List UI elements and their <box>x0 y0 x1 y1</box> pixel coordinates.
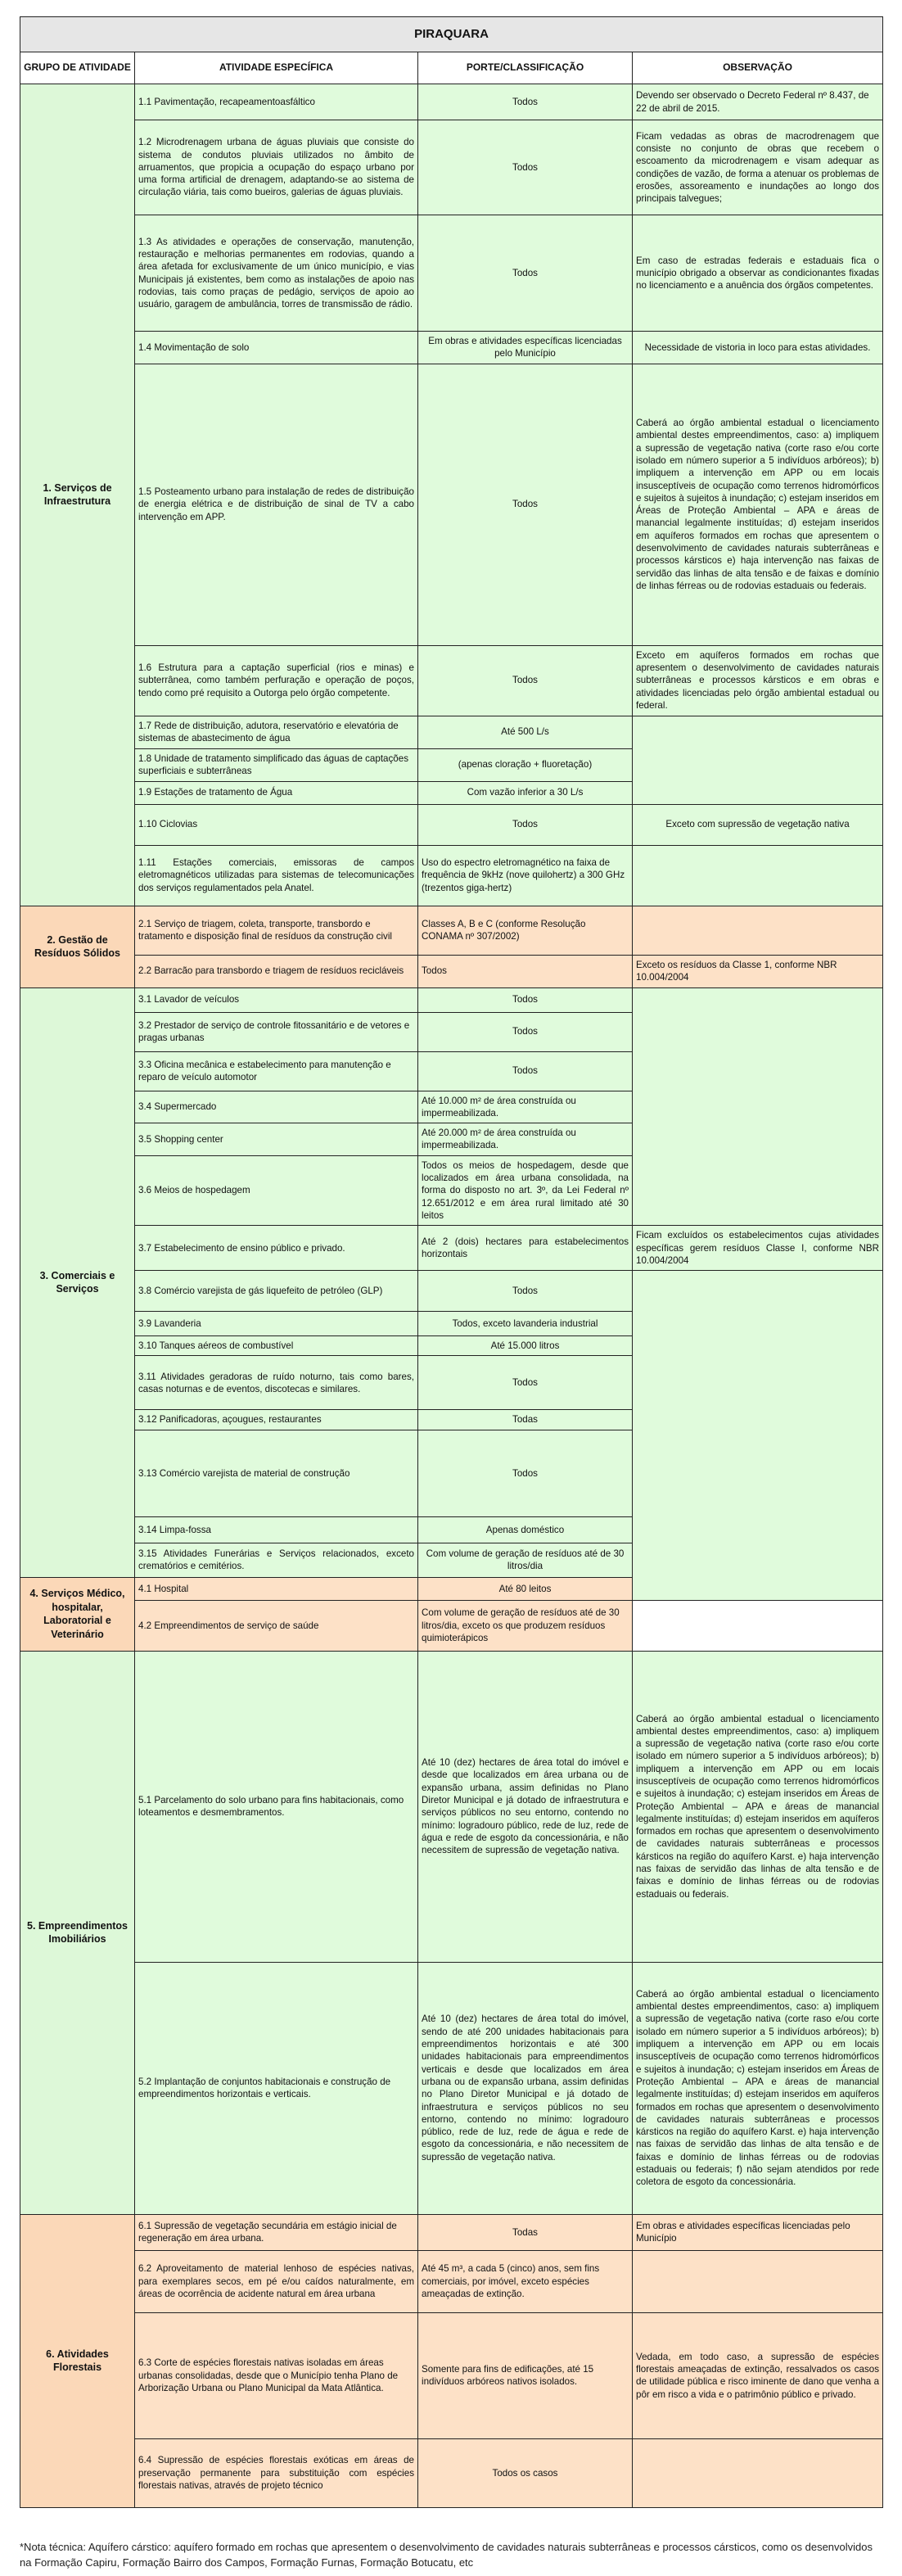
activity-cell: 6.3 Corte de espécies florestais nativas isoladas em áreas urbanas consolidadas, desde que o Município tenha Plano de Arborização Urbana ou Plano Municipal da Mata Atlântica. <box>135 2312 418 2438</box>
porte-cell: Todas <box>418 1410 633 1430</box>
porte-cell: Todos <box>418 645 633 716</box>
activity-cell: 3.6 Meios de hospedagem <box>135 1155 418 1225</box>
table-header-row <box>20 52 883 84</box>
porte-cell: Todos <box>418 804 633 845</box>
activity-cell: 3.11 Atividades geradoras de ruído noturno, tais como bares, casas noturnas e de eventos, discotecas e similares. <box>135 1356 418 1410</box>
obs-cell: Caberá ao órgão ambiental estadual o licenciamento ambiental destes empreendimentos, caso: a) impliquem a supressão de vegetação nativa (corte raso e/ou corte isolado em número superior a 5 indivíduos arbóreos); b) impliquem a intervenção em APP ou em locais insusceptíveis de ocupação como terrenos hidromórficos e sujeitos à inundação; c) estejam inseridos em Áreas de Proteção Ambiental – APA e áreas de manancial legalmente instituídas; d) estejam inseridos em aquíferos formados em rochas que apresentem o desenvolvimento de cavidades naturais subterrâneas e processos kársticos na região do aquífero Karst. e) haja intervenção nas faixas de servidão das linhas de alta tensão e de faixas e domínio de linhas férreas ou de rodovias estaduais ou federais. <box>633 1651 883 1962</box>
header-porte: PORTE/CLASSIFICAÇÃO <box>418 52 633 84</box>
obs-cell <box>633 716 883 804</box>
porte-cell: Somente para fins de edificações, até 15 indivíduos arbóreos nativos isolados. <box>418 2312 633 2438</box>
activity-cell: 3.8 Comércio varejista de gás liquefeito de petróleo (GLP) <box>135 1271 418 1312</box>
table-row <box>20 1271 883 1312</box>
porte-cell: Com vazão inferior a 30 L/s <box>418 781 633 804</box>
porte-cell: Até 2 (dois) hectares para estabelecimentos horizontais <box>418 1226 633 1271</box>
group-5-label: 5. Empreendimentos Imobiliários <box>20 1651 135 2214</box>
activity-cell: 3.7 Estabelecimento de ensino público e privado. <box>135 1226 418 1271</box>
activity-cell: 4.1 Hospital <box>135 1577 418 1600</box>
porte-cell: Todos <box>418 364 633 645</box>
porte-cell: Todos <box>418 955 633 987</box>
table-row <box>20 1600 883 1651</box>
activity-cell: 1.5 Posteamento urbano para instalação de redes de distribuição de energia elétrica e de distribuição de sinal de TV a cabo intervenção em APP. <box>135 364 418 645</box>
porte-cell: Com volume de geração de resíduos até de 30 litros/dia <box>418 1543 633 1577</box>
licensing-table <box>20 16 883 2508</box>
activity-cell: 4.2 Empreendimentos de serviço de saúde <box>135 1600 418 1651</box>
activity-cell: 1.2 Microdrenagem urbana de águas pluviais que consiste do sistema de condutos pluviais utilizados no âmbito de arruamentos, que propicia a ocupação do espaço urbano por uma forma artificial de drenagem, adaptando-se ao sistema de circulação viária, tais como bueiros, galerias de águas pluviais. <box>135 120 418 215</box>
activity-cell: 1.6 Estrutura para a captação superficial (rios e minas) e subterrânea, como também perfuração e operação de poços, tendo como pré requisito a Outorga pelo órgão competente. <box>135 645 418 716</box>
activity-cell: 3.10 Tanques aéreos de combustível <box>135 1336 418 1356</box>
porte-cell: Todos <box>418 1356 633 1410</box>
table-row <box>20 987 883 1012</box>
group-6-label: 6. Atividades Florestais <box>20 2214 135 2507</box>
porte-cell: Apenas doméstico <box>418 1516 633 1543</box>
obs-cell: Exceto os resíduos da Classe 1, conforme NBR 10.004/2004 <box>633 955 883 987</box>
activity-cell: 1.11 Estações comerciais, emissoras de campos eletromagnéticos utilizadas para sistemas de telecomunicações dos serviços regulamentados pela Anatel. <box>135 845 418 906</box>
porte-cell: Todos os casos <box>418 2438 633 2507</box>
obs-cell: Vedada, em todo caso, a supressão de espécies florestais ameaçadas de extinção, ressalvados os casos de utilidade pública e risco iminente de dano que venha a pôr em risco a vida e o patrimônio público e privado. <box>633 2312 883 2438</box>
activity-cell: 6.4 Supressão de espécies florestais exóticas em áreas de preservação permanente para substituição com espécies florestais nativas, através de projeto técnico <box>135 2438 418 2507</box>
table-row <box>20 955 883 987</box>
activity-cell: 3.2 Prestador de serviço de controle fitossanitário e de vetores e pragas urbanas <box>135 1012 418 1051</box>
table-row <box>20 645 883 716</box>
obs-cell: Em caso de estradas federais e estaduais fica o município obrigado a observar as condicionantes fixadas no licenciamento e a anuência dos órgãos competentes. <box>633 215 883 332</box>
table-row <box>20 215 883 332</box>
obs-cell <box>633 987 883 1226</box>
porte-cell: Todas <box>418 2214 633 2250</box>
table-row <box>20 120 883 215</box>
obs-cell: Exceto em aquíferos formados em rochas que apresentem o desenvolvimento de cavidades naturais subterrâneas e processos kársticos e em obras e atividades licenciadas pelo órgão ambiental estadual ou federal. <box>633 645 883 716</box>
porte-cell: Todos <box>418 987 633 1012</box>
porte-cell: Todos <box>418 1271 633 1312</box>
header-atividade: ATIVIDADE ESPECÍFICA <box>135 52 418 84</box>
obs-cell <box>633 1271 883 1601</box>
porte-cell: Com volume de geração de resíduos até de 30 litros/dia, exceto os que produzem resíduos quimioterápicos <box>418 1600 633 1651</box>
activity-cell: 1.7 Rede de distribuição, adutora, reservatório e elevatória de sistemas de abastecimento de água <box>135 716 418 748</box>
activity-cell: 5.2 Implantação de conjuntos habitacionais e construção de empreendimentos horizontais e verticais. <box>135 1962 418 2214</box>
activity-cell: 1.9 Estações de tratamento de Água <box>135 781 418 804</box>
obs-cell: Caberá ao órgão ambiental estadual o licenciamento ambiental destes empreendimentos, caso: a) impliquem a supressão de vegetação nativa (corte raso e/ou corte isolado em número superior a 5 indivíduos arbóreos); b) impliquem a intervenção em APP ou em locais insusceptíveis de ocupação como terrenos hidromórficos e sujeitos à sujeitos à inundação; c) estejam inseridos em Áreas de Proteção Ambiental – APA e áreas de manancial legalmente instituídas; d) estejam inseridos em aquíferos formados em rochas que apresentem o desenvolvimento de cavidades naturais subterrâneas e processos kársticos e) haja intervenção nas faixas de servidão das linhas de alta tensão e de faixas e domínio de linhas férreas ou de rodovias estaduais ou federais. <box>633 364 883 645</box>
obs-cell <box>633 2250 883 2312</box>
table-row <box>20 1226 883 1271</box>
group-1-label: 1. Serviços de Infraestrutura <box>20 84 135 906</box>
activity-cell: 3.4 Supermercado <box>135 1091 418 1123</box>
porte-cell: Todos <box>418 1430 633 1516</box>
table-row <box>20 2214 883 2250</box>
activity-cell: 6.1 Supressão de vegetação secundária em estágio inicial de regeneração em área urbana. <box>135 2214 418 2250</box>
obs-cell: Devendo ser observado o Decreto Federal nº 8.437, de 22 de abril de 2015. <box>633 84 883 120</box>
table-row <box>20 332 883 364</box>
activity-cell: 3.14 Limpa-fossa <box>135 1516 418 1543</box>
activity-cell: 1.8 Unidade de tratamento simplificado das águas de captações superficiais e subterrâneas <box>135 748 418 781</box>
porte-cell: Até 20.000 m² de área construída ou impermeabilizada. <box>418 1123 633 1156</box>
activity-cell: 1.1 Pavimentação, recapeamentoasfáltico <box>135 84 418 120</box>
activity-cell: 1.10 Ciclovias <box>135 804 418 845</box>
table-row <box>20 1962 883 2214</box>
obs-cell <box>633 2438 883 2507</box>
group-4-label: 4. Serviços Médico, hospitalar, Laboratorial e Veterinário <box>20 1577 135 1651</box>
porte-cell: Todos <box>418 84 633 120</box>
porte-cell: Classes A, B e C (conforme Resolução CONAMA nº 307/2002) <box>418 906 633 955</box>
table-row <box>20 1651 883 1962</box>
porte-cell: Até 80 leitos <box>418 1577 633 1600</box>
porte-cell: Todos os meios de hospedagem, desde que localizados em área urbana consolidada, na forma do disposto no art. 3º, da Lei Federal nº 12.651/2012 e em área rural limitado até 30 leitos <box>418 1155 633 1225</box>
obs-cell: Exceto com supressão de vegetação nativa <box>633 804 883 845</box>
table-row <box>20 364 883 645</box>
activity-cell: 3.15 Atividades Funerárias e Serviços relacionados, exceto crematórios e cemitérios. <box>135 1543 418 1577</box>
header-observacao: OBSERVAÇÃO <box>633 52 883 84</box>
header-grupo: GRUPO DE ATIVIDADE <box>20 52 135 84</box>
obs-cell: Em obras e atividades específicas licenciadas pelo Município <box>633 2214 883 2250</box>
porte-cell: Até 10 (dez) hectares de área total do imóvel, sendo de até 200 unidades habitacionais para empreendimentos horizontais e até 300 unidades habitacionais para empreendimentos verticais e desde que localizados em área urbana ou de expansão urbana, assim definidas no Plano Diretor Municipal e já dotado de infraestrutura e serviços públicos no seu entorno, contendo no mínimo: logradouro público, rede de luz, rede de água e rede de esgoto da concessionária, e não necessitem de supressão de vegetação nativa. <box>418 1962 633 2214</box>
activity-cell: 2.1 Serviço de triagem, coleta, transporte, transbordo e tratamento e disposição final de resíduos da construção civil <box>135 906 418 955</box>
licensing-table-container <box>20 16 882 2508</box>
table-row <box>20 2312 883 2438</box>
porte-cell: Até 10.000 m² de área construída ou impermeabilizada. <box>418 1091 633 1123</box>
activity-cell: 3.5 Shopping center <box>135 1123 418 1156</box>
porte-cell: Até 500 L/s <box>418 716 633 748</box>
table-row <box>20 845 883 906</box>
table-row <box>20 716 883 748</box>
obs-cell <box>633 845 883 906</box>
activity-cell: 3.3 Oficina mecânica e estabelecimento para manutenção e reparo de veículo automotor <box>135 1051 418 1091</box>
activity-cell: 3.13 Comércio varejista de material de construção <box>135 1430 418 1516</box>
activity-cell: 3.12 Panificadoras, açougues, restaurantes <box>135 1410 418 1430</box>
porte-cell: Até 15.000 litros <box>418 1336 633 1356</box>
table-row <box>20 2438 883 2507</box>
porte-cell: Todos <box>418 215 633 332</box>
porte-cell: Todos, exceto lavanderia industrial <box>418 1312 633 1336</box>
porte-cell: Até 45 m³, a cada 5 (cinco) anos, sem fins comerciais, por imóvel, exceto espécies ameaçadas de extinção. <box>418 2250 633 2312</box>
porte-cell: (apenas cloração + fluoretação) <box>418 748 633 781</box>
table-row <box>20 2250 883 2312</box>
table-title: PIRAQUARA <box>20 17 883 52</box>
group-3-label: 3. Comerciais e Serviços <box>20 987 135 1577</box>
obs-cell: Caberá ao órgão ambiental estadual o licenciamento ambiental destes empreendimentos, caso: a) impliquem a supressão de vegetação nativa (corte raso e/ou corte isolado em número superior a 5 indivíduos arbóreos); b) impliquem a intervenção em APP ou em locais insusceptíveis de ocupação como terrenos hidromórficos e sujeitos à inundação; c) estejam inseridos em Áreas de Proteção Ambiental – APA e áreas de manancial legalmente instituídas; d) estejam inseridos em aquíferos formados em rochas que apresentem o desenvolvimento de cavidades naturais subterrâneas e processos kársticos na região do aquífero Karst. e) haja intervenção nas faixas de servidão das linhas de alta tensão e de faixas e domínio de linhas férreas ou de rodovias estaduais ou federais; f) não sejam atendidos por rede coletora de esgoto da concessionária. <box>633 1962 883 2214</box>
table-row <box>20 84 883 120</box>
table-row <box>20 906 883 955</box>
porte-cell: Até 10 (dez) hectares de área total do imóvel e desde que localizados em área urbana ou de expansão urbana, assim definidas no Plano Diretor Municipal e já dotado de infraestrutura e serviços públicos no seu entorno, contendo no mínimo: logradouro público, rede de luz, rede de água e rede de esgoto da concessionária, e não necessitem de supressão de vegetação nativa. <box>418 1651 633 1962</box>
porte-cell: Todos <box>418 1012 633 1051</box>
porte-cell: Todos <box>418 1051 633 1091</box>
activity-cell: 3.9 Lavanderia <box>135 1312 418 1336</box>
obs-cell: Necessidade de vistoria in loco para estas atividades. <box>633 332 883 364</box>
technical-note: *Nota técnica: Aquífero cárstico: aquífero formado em rochas que apresentem o desenvolvimento de cavidades naturais subterrâneas e processos cársticos, como os desenvolvidos na Formação Capiru, Formação Bairro dos Campos, Formação Furnas, Formação Botucatu, etc <box>20 2541 873 2569</box>
porte-cell: Todos <box>418 120 633 215</box>
group-2-label: 2. Gestão de Resíduos Sólidos <box>20 906 135 987</box>
activity-cell: 3.1 Lavador de veículos <box>135 987 418 1012</box>
activity-cell: 2.2 Barracão para transbordo e triagem de resíduos recicláveis <box>135 955 418 987</box>
activity-cell: 1.3 As atividades e operações de conservação, manutenção, restauração e melhorias permanentes em rodovias, quando a área afetada for exclusivamente de um único município, e vias Municipais já existentes, bem como as instalações de apoio nas rodovias, tais como praças de pedágio, serviços de apoio ao usuário, garagem de ambulância, torres de transmissão de rádio. <box>135 215 418 332</box>
obs-cell <box>633 906 883 955</box>
porte-cell: Uso do espectro eletromagnético na faixa de frequência de 9kHz (nove quilohertz) a 300 GHz (trezentos giga-hertz) <box>418 845 633 906</box>
table-row <box>20 804 883 845</box>
activity-cell: 1.4 Movimentação de solo <box>135 332 418 364</box>
activity-cell: 6.2 Aproveitamento de material lenhoso de espécies nativas, para exemplares secos, em pé e/ou caídos naturalmente, em áreas de ocorrência de acidente natural em área urbana <box>135 2250 418 2312</box>
obs-cell: Ficam vedadas as obras de macrodrenagem que consiste no conjunto de obras que recebem o escoamento da microdrenagem e visam adequar as condições de vazão, de forma a atenuar os problemas de erosões, assoreamento e inundações ao longo dos principais talvegues; <box>633 120 883 215</box>
porte-cell: Em obras e atividades específicas licenciadas pelo Município <box>418 332 633 364</box>
obs-cell: Ficam excluídos os estabelecimentos cujas atividades específicas gerem resíduos Classe I, conforme NBR 10.004/2004 <box>633 1226 883 1271</box>
activity-cell: 5.1 Parcelamento do solo urbano para fins habitacionais, como loteamentos e desmembramentos. <box>135 1651 418 1962</box>
